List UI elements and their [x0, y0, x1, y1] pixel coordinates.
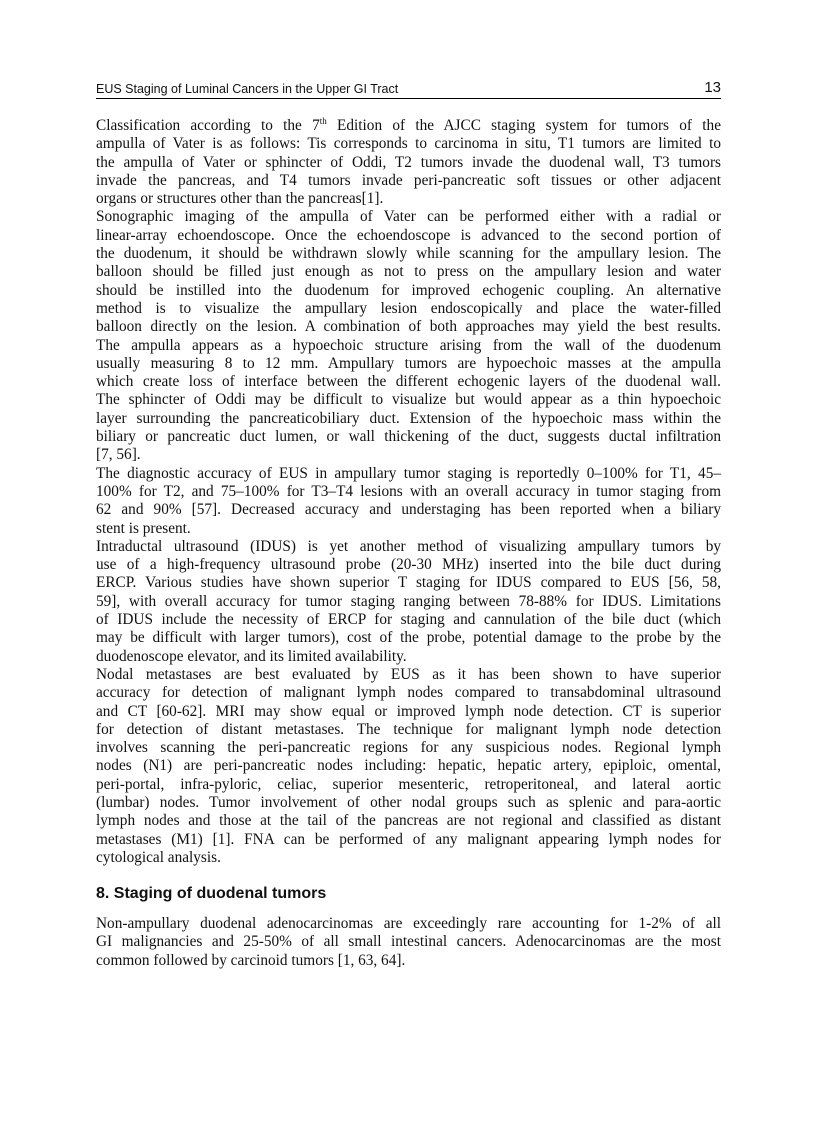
text-line: Classification according to the 7th Edition of the AJCC staging system for tumors of the: [96, 115, 721, 134]
text-line: The diagnostic accuracy of EUS in ampullary tumor staging is reportedly 0–100% for T1, 45–: [96, 464, 721, 482]
text-line: 62 and 90% [57]. Decreased accuracy and understaging has been reported when a biliary: [96, 501, 721, 519]
text-line: balloon directly on the lesion. A combination of both approaches may yield the best results.: [96, 318, 721, 336]
text-line: usually measuring 8 to 12 mm. Ampullary tumors are hypoechoic masses at the ampulla: [96, 354, 721, 372]
paragraph: [96, 208, 721, 464]
running-title: EUS Staging of Luminal Cancers in the Upper GI Tract: [96, 82, 399, 96]
running-header: [96, 80, 721, 99]
text-line: organs or structures other than the pancreas[1].: [96, 190, 384, 208]
text-line: stent is present.: [96, 519, 191, 537]
text-line: invade the pancreas, and T4 tumors invade peri-pancreatic soft tissues or other adjacent: [96, 171, 721, 189]
text-line: Non-ampullary duodenal adenocarcinomas are exceedingly rare accounting for 1-2% of all: [96, 915, 721, 933]
text-line: accuracy for detection of malignant lymph nodes compared to transabdominal ultrasound: [96, 684, 721, 702]
text-line: peri-portal, infra-pyloric, celiac, superior mesenteric, retroperitoneal, and lateral aortic: [96, 775, 721, 793]
text-line: layer surrounding the pancreaticobiliary duct. Extension of the hypoechoic mass within the: [96, 409, 721, 427]
text-line: the duodenum, it should be withdrawn slowly while scanning for the ampullary lesion. The: [96, 245, 721, 263]
text-line: cytological analysis.: [96, 848, 221, 866]
paragraph: [96, 666, 721, 867]
text-line: linear-array echoendoscope. Once the echoendoscope is advanced to the second portion of: [96, 226, 721, 244]
text-line: Nodal metastases are best evaluated by EUS as it has been shown to have superior: [96, 665, 721, 683]
text-line: (lumbar) nodes. Tumor involvement of other nodal groups such as splenic and para-aortic: [96, 793, 721, 811]
text-line: nodes (N1) are peri-pancreatic nodes including: hepatic, hepatic artery, epiploic, omental,: [96, 757, 721, 775]
page-body: [96, 117, 721, 970]
text-line: of IDUS include the necessity of ERCP for staging and cannulation of the bile duct (which: [96, 611, 721, 629]
text-line: biliary or pancreatic duct lumen, or wall thickening of the duct, suggests ductal infiltration: [96, 428, 721, 446]
text-line: should be instilled into the duodenum for improved echogenic coupling. An alternative: [96, 281, 721, 299]
text-line: use of a high-frequency ultrasound probe (20-30 MHz) inserted into the bile duct during: [96, 556, 721, 574]
page-number: 13: [704, 79, 721, 96]
text-line: GI malignancies and 25-50% of all small intestinal cancers. Adenocarcinomas are the most: [96, 933, 721, 951]
superscript: th: [319, 115, 327, 126]
text-line: ampulla of Vater is as follows: Tis corresponds to carcinoma in situ, T1 tumors are limited to: [96, 135, 721, 153]
paragraph: [96, 117, 721, 208]
section-heading: 8. Staging of duodenal tumors: [96, 885, 327, 903]
text-line: Sonographic imaging of the ampulla of Vater can be performed either with a radial or: [96, 208, 721, 226]
text-line: ERCP. Various studies have shown superior T staging for IDUS compared to EUS [56, 58,: [96, 574, 721, 592]
text-line: lymph nodes and those at the tail of the pancreas are not regional and classified as distant: [96, 812, 721, 830]
text-line: method is to visualize the ampullary lesion endoscopically and place the water-filled: [96, 299, 721, 317]
text-line: Intraductal ultrasound (IDUS) is yet another method of visualizing ampullary tumors by: [96, 537, 721, 555]
text-line: for detection of distant metastases. The technique for malignant lymph node detection: [96, 720, 721, 738]
text-line: the ampulla of Vater or sphincter of Oddi, T2 tumors invade the duodenal wall, T3 tumors: [96, 153, 721, 171]
text-line: and CT [60-62]. MRI may show equal or improved lymph node detection. CT is superior: [96, 702, 721, 720]
text-line: The sphincter of Oddi may be difficult to visualize but would appear as a thin hypoechoic: [96, 391, 721, 409]
text-line: balloon should be filled just enough as not to press on the ampullary lesion and water: [96, 263, 721, 281]
text-line: metastases (M1) [1]. FNA can be performed of any malignant appearing lymph nodes for: [96, 830, 721, 848]
text-line: involves scanning the peri-pancreatic regions for any suspicious nodes. Regional lymph: [96, 739, 721, 757]
text-line: duodenoscope elevator, and its limited availability.: [96, 647, 407, 665]
paragraph: [96, 538, 721, 666]
text-line: which create loss of interface between the different echogenic layers of the duodenal wall.: [96, 373, 721, 391]
text-line: 100% for T2, and 75–100% for T3–T4 lesions with an overall accuracy in tumor staging from: [96, 482, 721, 500]
text-line: common followed by carcinoid tumors [1, 63, 64].: [96, 951, 406, 969]
text-line: 59], with overall accuracy for tumor staging ranging between 78-88% for IDUS. Limitations: [96, 592, 721, 610]
paragraph: [96, 465, 721, 538]
text-line: [7, 56].: [96, 446, 141, 464]
paragraph: [96, 915, 721, 970]
text-line: may be difficult with larger tumors), cost of the probe, potential damage to the probe by the: [96, 629, 721, 647]
text-line: The ampulla appears as a hypoechoic structure arising from the wall of the duodenum: [96, 336, 721, 354]
